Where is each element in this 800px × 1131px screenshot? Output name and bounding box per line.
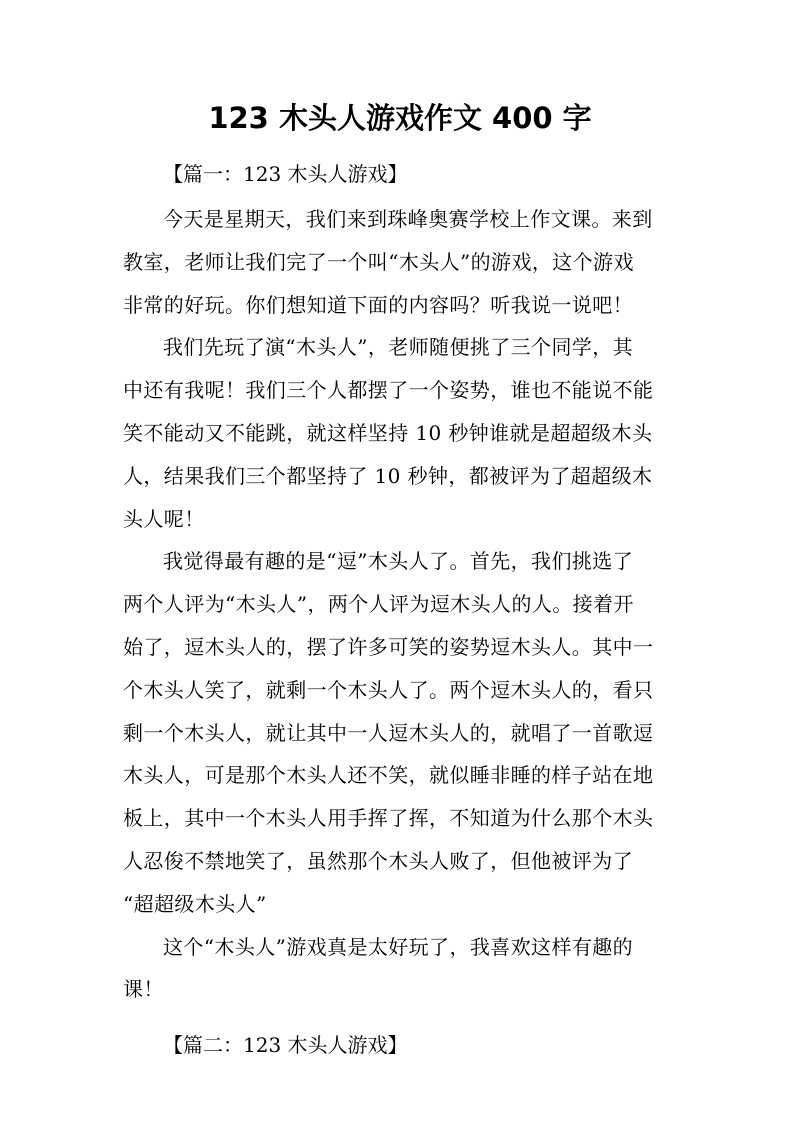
paragraph-line: 人忍俊不禁地笑了，虽然那个木头人败了，但他被评为了 [123,848,633,873]
section-gap [123,1011,683,1021]
document-title: 123 木头人游戏作文 400 字 [208,101,592,135]
paragraph-3 [123,540,683,925]
document-body [123,150,683,1069]
paragraph-line: 笑不能动又不能跳，就这样坚持 10 秒钟谁就是超超级木头 [123,420,653,445]
paragraph-line: 始了，逗木头人的，摆了许多可笑的姿势逗木头人。其中一 [123,634,654,659]
paragraph-line: 这个“木头人”游戏真是太好玩了，我喜欢这样有趣的 [163,934,634,959]
paragraph-line: 人，结果我们三个都坚持了 10 秒钟，都被评为了超超级木 [123,463,653,488]
section-heading-2: 【篇二：123 木头人游戏】 [163,1033,408,1058]
paragraph-line: 两个人评为“木头人”，两个人评为逗木头人的人。接着开 [123,592,634,617]
paragraph-line: 板上，其中一个木头人用手挥了挥，不知道为什么那个木头 [123,806,654,831]
paragraph-line: 课！ [123,977,164,1002]
section-heading-1: 【篇一：123 木头人游戏】 [163,162,408,186]
paragraph-line: 我们先玩了演“木头人”，老师随便挑了三个同学，其 [163,335,634,360]
paragraph-1 [123,198,683,326]
paragraph-line: 剩一个木头人，就让其中一人逗木头人的，就唱了一首歌逗 [123,720,654,745]
paragraph-line: 今天是星期天，我们来到珠峰奥赛学校上作文课。来到 [163,207,653,231]
paragraph-line: “超超级木头人” [123,891,267,916]
paragraph-line: 个木头人笑了，就剩一个木头人了。两个逗木头人的，看只 [123,677,654,702]
paragraph-line: 教室，老师让我们完了一个叫“木头人”的游戏，这个游戏 [123,249,634,274]
paragraph-line: 中还有我呢！我们三个人都摆了一个姿势，谁也不能说不能 [123,378,654,403]
paragraph-2 [123,326,683,540]
paragraph-line: 头人呢！ [123,506,205,531]
paragraph-line: 非常的好玩。你们想知道下面的内容吗？听我说一说吧！ [123,292,633,317]
paragraph-line: 木头人，可是那个木头人还不笑，就似睡非睡的样子站在地 [123,763,654,788]
paragraph-line: 我觉得最有趣的是“逗”木头人了。首先，我们挑选了 [163,549,634,574]
paragraph-4 [123,926,683,1012]
